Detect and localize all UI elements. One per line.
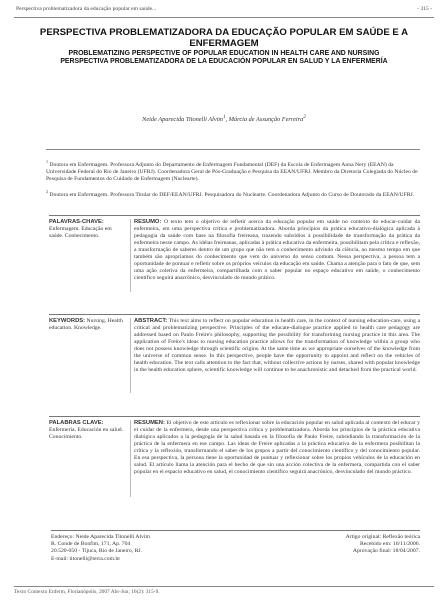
abstract-text	[134, 420, 420, 476]
keywords-label: PALABRAS CLAVE:	[49, 420, 104, 426]
abstract-block-portuguese	[49, 215, 420, 292]
author-first: Neide Aparecida Titonelli Alvim	[142, 116, 223, 124]
abstract-label: ABSTRACT:	[134, 318, 168, 324]
keywords-text: Nursing. Health education. Knowledge.	[49, 318, 123, 331]
keywords-label: PALAVRAS-CHAVE:	[49, 219, 104, 225]
abstract-body: This text aims to reflect on popular education in health care, in the context of nursing education-care, using a critical and problematizing perspective. Principles of the educate-dialogue practice applied to health care pedagogy are addressed based on Paulo Freire's philosophy, supporting the possibility for transforming nursing practice in this area. The application of Freire's ideas to nursing education practice allows for the transformation of knowledge within a group who does not possess knowledge through scientific origins. At the same time as we appropriate ourselves of the knowledge from the universe of common sense. In this perspective, people have the opportunity to appoint and reflect on the vehicles of health education. The text calls attention to the fact that, without collective actions by nurses, shared with popular knowledge in the health education sphere, scientific knowledge will continue to be anachronistic and detached from the practical world.	[134, 318, 420, 374]
email-line: E-mail: titonelli@terra.com.br	[51, 555, 121, 562]
column-divider	[130, 318, 131, 393]
abstract-text	[134, 219, 420, 282]
title-english: PROBLEMATIZING PERSPECTIVE OF POPULAR EDUCATION IN HEALTH CARE AND NURSING	[68, 50, 380, 57]
abstract-body: O texto tem o objetivo de refletir acerca da educação popular em saúde no contexto do educar-cuidar da enfermeira, em uma perspectiva crítica e problematizadora. Aborda princípios da prática educativo-dialógica aplicada à pedagogia da saúde com base na filosofia freireana, trazendo subsídios à possibilidade de transformação da prática da enfermeira nesse campo. As idéias freireanas, aplicadas à prática educativa da enfermeira, possibilitam pela crítica e reflexão, a transformação de saberes dentro de um grupo que não tem o conhecimento advindo da ciência, ao mesmo tempo em que também são apropriamos do conhecimento que vem do universo do senso comum. Nessa perspectiva, a pessoa tem a oportunidade de pontuar e refletir sobre os próprios veículos da educação em saúde. Chama a atenção para o fato de que, sem uma ação coletiva da enfermeira, compartilhada com o saber popular no espaço educativo em saúde, o conhecimento científico seguirá anacrônico, desvinculado do mundo prático.	[134, 219, 420, 282]
abstract-block-spanish	[49, 416, 420, 497]
page-number: - 315 -	[417, 6, 432, 12]
running-head-title: Perspectiva problematizadora da educação popular em saúde...	[16, 6, 157, 12]
keywords	[49, 420, 126, 441]
author-line	[0, 114, 448, 123]
keywords	[49, 219, 126, 240]
received-date: Recebido em: 16/11/2006.	[360, 541, 420, 548]
address-block	[51, 534, 150, 563]
abstract-label: RESUMEN:	[134, 420, 165, 426]
author-second: Márcia de Assunção Ferreira	[228, 116, 304, 124]
author-first-sup: 1	[223, 114, 226, 120]
title-portuguese: PERSPECTIVA PROBLEMATIZADORA DA EDUCAÇÃO POPULAR EM SAÚDE E A ENFERMAGEM	[39, 27, 409, 49]
article-dates	[346, 534, 420, 556]
title-block	[30, 27, 418, 67]
note-text: Doutora em Enfermagem. Professora Adjunto do Departamento de Enfermagem Fundamental (DEF) da Escola de Enfermagem Anna Nery (EEAN) da Universidade Federal do Rio de Janeiro (UFRJ). Coordenadora Geral de Pós-Graduação e Pesquisa da EEAN/UFRJ. Membro da Diretoria Colegiada do Núcleo de Pesquisa de Fundamentos do Cuidado de Enfermagem (Nuclearte).	[46, 161, 418, 183]
keywords-text: Enfermagem. Educação em saúde. Conhecimento.	[49, 226, 112, 239]
keywords-label: KEYWORDS:	[49, 318, 86, 324]
note-text: Doutora em Enfermagem. Professora Titular do DEF/EEAN/UFRJ. Pesquisadora do Nuclearte. Coordenadora Adjunto do Curso de Doutorado da EEAN/UFRJ.	[49, 192, 415, 199]
keywords-text: Enfermería. Educación en salud. Conocimiento.	[49, 427, 124, 440]
note-marker: 2	[46, 189, 48, 195]
abstract-label: RESUMO:	[134, 219, 162, 225]
column-divider	[130, 219, 131, 292]
running-head	[14, 5, 434, 18]
author-notes	[46, 149, 420, 204]
address-line: R. Conde de Bonfim, 171, Ap. 704	[51, 541, 131, 548]
author-note	[46, 158, 420, 183]
address-line: Endereço: Neide Aparecida Titonelli Alvim	[51, 534, 150, 540]
author-second-sup: 2	[303, 114, 306, 120]
abstract-body: El objetivo de este artículo es reflexionar sobre la educación popular en salud aplicada al contexto del educar y el cuidar de la enfermera, desde una perspectiva crítica y problematizadora. Aborda los principios de la práctica educativa dialógica aplicados a la pedagogía de la salud basada en la filosofía de Paulo Freire, subsidiando la transformación de la práctica de la enfermera en ese campo. Las ideas de Freire aplicadas a la práctica educativa de la enfermera posibilitan la crítica y la reflexión, transformando el saber de los grupos a partir del conocimiento científico y del conocimiento popular. En esa perspectiva, la persona tiene la oportunidad de puntuar y reflexionar sobre los propios vehículos de la educación en salud. El artículo llama la atención para el hecho de que sin una acción colectiva de la enfermera, compartida con el saber popular en el espacio educativo en salud, el conocimiento científico seguirá anacrónico, desvinculado del mundo práctico.	[134, 420, 420, 476]
author-note	[46, 188, 420, 199]
journal-citation: Texto Contexto Enferm, Florianópolis, 2007 Abr-Jun; 16(2): 315-9.	[14, 586, 434, 595]
correspondence-footer	[51, 530, 420, 573]
note-marker: 1	[46, 159, 48, 164]
address-line: 20.520-050 - Tijuca, Rio de Janeiro, RJ.	[51, 548, 142, 555]
title-spanish: PERSPECTIVA PROBLEMATIZADORA DE LA EDUCACIÓN POPULAR EN SALUD Y LA ENFERMERÍA	[60, 58, 388, 66]
column-divider	[130, 420, 131, 497]
abstract-block-english	[49, 314, 420, 393]
abstract-text	[134, 318, 420, 374]
keywords	[49, 318, 126, 332]
approval-date: Aprovação final: 18/04/2007.	[352, 548, 420, 555]
article-type: Artigo original: Reflexão teórica	[345, 534, 420, 540]
author-separator: ,	[225, 116, 229, 124]
